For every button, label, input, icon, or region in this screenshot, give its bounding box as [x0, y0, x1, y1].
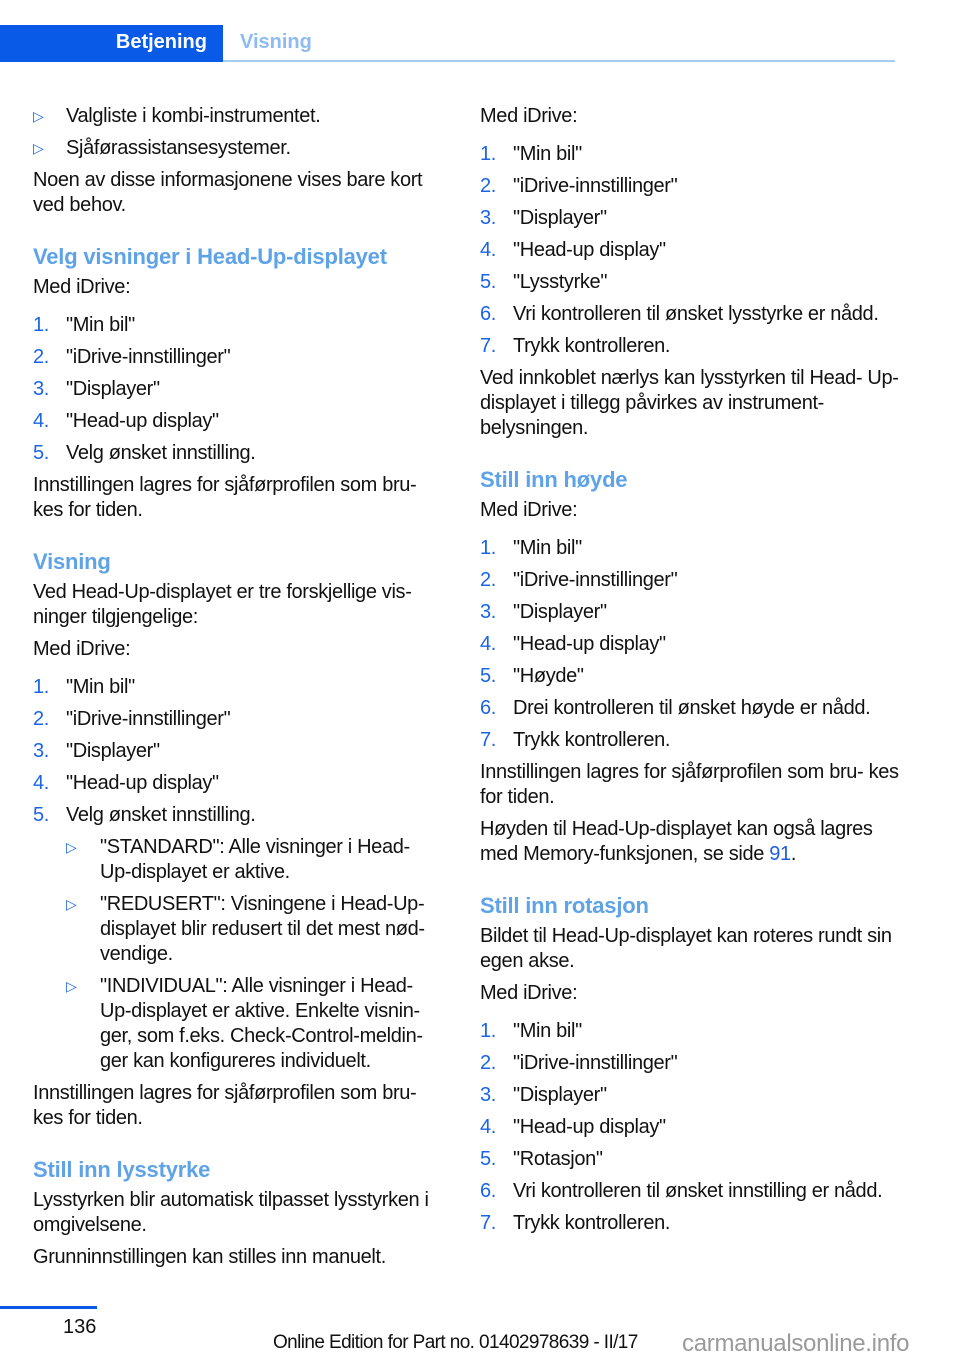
step-text: "Displayer"	[66, 378, 160, 400]
step-number: 1.	[33, 676, 49, 698]
step-number: 3.	[480, 1084, 496, 1106]
paragraph	[480, 104, 900, 129]
paragraph	[480, 817, 900, 867]
step-text: "Rotasjon"	[513, 1148, 603, 1170]
step-text: Trykk kontrolleren.	[513, 1212, 671, 1234]
paragraph-text: Ved Head-Up-displayet er tre forskjellige vis‐ ninger tilgjengelige:	[33, 581, 412, 628]
numbered-list	[480, 536, 900, 753]
watermark[interactable]: carmanualsonline.info	[682, 1330, 910, 1357]
paragraph	[33, 1188, 445, 1238]
section-heading: Velg visninger i Head-Up-displayet	[33, 244, 387, 269]
step-number: 5.	[33, 442, 49, 464]
triangle-bullet-icon: ▷	[33, 140, 44, 156]
paragraph	[480, 366, 900, 441]
numbered-list	[33, 675, 445, 1074]
paragraph	[33, 637, 445, 662]
tab-visning[interactable]: Visning	[240, 31, 312, 53]
step-text: Trykk kontrolleren.	[513, 335, 671, 357]
step-text: "Min bil"	[513, 537, 582, 559]
sub-bullet-text: "REDUSERT": Visningene i Head-Up- displayet blir redusert til det mest nød‐ vendige.	[100, 893, 425, 965]
step-number: 4.	[480, 239, 496, 261]
step-number: 7.	[480, 335, 496, 357]
step-number: 6.	[480, 697, 496, 719]
tab-betjening-label: Betjening	[115, 31, 207, 53]
section-heading: Still inn rotasjon	[480, 893, 649, 918]
step-text: "iDrive-innstillinger"	[66, 346, 231, 368]
section-heading: Visning	[33, 549, 111, 574]
paragraph	[33, 580, 445, 630]
paragraph-text: Med iDrive:	[480, 105, 578, 127]
paragraph	[480, 760, 900, 810]
paragraph-text: Innstillingen lagres for sjåførprofilen som bru‐ kes for tiden.	[33, 1082, 417, 1129]
step-text: "iDrive-innstillinger"	[513, 175, 678, 197]
paragraph	[33, 1081, 445, 1131]
step-number: 4.	[33, 410, 49, 432]
paragraph	[33, 1245, 445, 1270]
header-divider	[223, 60, 895, 62]
step-text: "Displayer"	[513, 601, 607, 623]
triangle-bullet-icon: ▷	[33, 108, 44, 124]
step-number: 5.	[480, 1148, 496, 1170]
paragraph-text: Innstillingen lagres for sjåførprofilen som bru‐ kes for tiden.	[480, 761, 899, 808]
tab-betjening[interactable]	[0, 25, 223, 62]
paragraph-text: Høyden til Head-Up-displayet kan også lagres med Memory-funksjonen, se side	[480, 818, 873, 865]
list-item	[480, 1179, 900, 1204]
list-item	[33, 707, 445, 732]
step-number: 1.	[33, 314, 49, 336]
list-item	[480, 600, 900, 625]
list-item	[480, 632, 900, 657]
paragraph-text: Bildet til Head-Up-displayet kan roteres rundt sin egen akse.	[480, 925, 892, 972]
sub-bullet-text: "STANDARD": Alle visninger i Head- Up-displayet er aktive.	[100, 836, 410, 883]
sub-bullet-item	[66, 835, 445, 885]
list-item	[480, 1147, 900, 1172]
triangle-bullet-icon: ▷	[66, 896, 77, 912]
step-text: "Min bil"	[513, 1020, 582, 1042]
list-item	[480, 1115, 900, 1140]
step-text: Velg ønsket innstilling.	[66, 442, 256, 464]
step-text: "Min bil"	[513, 143, 582, 165]
paragraph-text: Med iDrive:	[480, 982, 578, 1004]
paragraph	[33, 473, 445, 523]
step-text: "Head-up display"	[513, 239, 666, 261]
step-text: Drei kontrolleren til ønsket høyde er nådd.	[513, 697, 871, 719]
step-text: "Displayer"	[513, 207, 607, 229]
bullet-item	[33, 136, 445, 161]
step-text: "Høyde"	[513, 665, 584, 687]
step-text: Vri kontrolleren til ønsket lysstyrke er nådd.	[513, 303, 879, 325]
step-text: "Min bil"	[66, 676, 135, 698]
step-number: 3.	[480, 601, 496, 623]
list-item	[33, 675, 445, 700]
list-item	[480, 1051, 900, 1076]
sub-list	[66, 835, 445, 1074]
list-item	[480, 728, 900, 753]
step-number: 7.	[480, 1212, 496, 1234]
step-text: "Head-up display"	[66, 410, 219, 432]
step-number: 7.	[480, 729, 496, 751]
paragraph	[480, 498, 900, 523]
sub-bullet-item	[66, 892, 445, 967]
list-item	[33, 771, 445, 796]
paragraph-text: Innstillingen lagres for sjåførprofilen som bru‐ kes for tiden.	[33, 474, 417, 521]
sub-bullet-text: "INDIVIDUAL": Alle visninger i Head- Up-displayet er aktive. Enkelte visnin‐ ger, som f.eks. Check-Control-meldin‐ ger kan konfigureres individuelt.	[100, 975, 423, 1072]
list-item	[480, 206, 900, 231]
list-item	[480, 334, 900, 359]
step-number: 5.	[33, 804, 49, 826]
list-item	[480, 1083, 900, 1108]
step-number: 1.	[480, 537, 496, 559]
paragraph-text: Grunninnstillingen kan stilles inn manuelt.	[33, 1246, 386, 1268]
paragraph	[33, 275, 445, 300]
step-number: 5.	[480, 271, 496, 293]
step-number: 2.	[33, 346, 49, 368]
paragraph	[33, 168, 445, 218]
list-item	[33, 377, 445, 402]
step-text: "Displayer"	[513, 1084, 607, 1106]
paragraph-text: Med iDrive:	[33, 638, 131, 660]
step-number: 3.	[480, 207, 496, 229]
list-item	[480, 536, 900, 561]
step-text: "iDrive-innstillinger"	[513, 1052, 678, 1074]
step-number: 2.	[33, 708, 49, 730]
step-text: Vri kontrolleren til ønsket innstilling er nådd.	[513, 1180, 883, 1202]
step-number: 3.	[33, 378, 49, 400]
list-item	[480, 696, 900, 721]
step-text: Velg ønsket innstilling.	[66, 804, 256, 826]
step-text: "iDrive-innstillinger"	[513, 569, 678, 591]
paragraph-text: Med iDrive:	[480, 499, 578, 521]
left-column	[33, 104, 445, 1270]
right-column	[480, 104, 900, 1236]
step-text: "Head-up display"	[66, 772, 219, 794]
page-number: 136	[63, 1316, 97, 1338]
page-link[interactable]: 91	[769, 843, 791, 865]
list-item	[480, 238, 900, 263]
step-number: 3.	[33, 740, 49, 762]
step-number: 4.	[33, 772, 49, 794]
list-item	[480, 142, 900, 167]
step-text: "Head-up display"	[513, 1116, 666, 1138]
step-text: "Displayer"	[66, 740, 160, 762]
step-number: 1.	[480, 143, 496, 165]
section-heading: Still inn lysstyrke	[33, 1157, 211, 1182]
step-number: 4.	[480, 1116, 496, 1138]
list-item	[33, 345, 445, 370]
step-text: "Min bil"	[66, 314, 135, 336]
list-item	[33, 441, 445, 466]
step-text: Trykk kontrolleren.	[513, 729, 671, 751]
numbered-list	[33, 313, 445, 466]
list-item	[480, 568, 900, 593]
paragraph-text-end: .	[790, 843, 797, 865]
numbered-list	[480, 142, 900, 359]
list-item	[480, 174, 900, 199]
list-item	[33, 803, 445, 1074]
list-item	[480, 1019, 900, 1044]
bullet-item	[33, 104, 445, 129]
step-text: "Head-up display"	[513, 633, 666, 655]
step-number: 2.	[480, 569, 496, 591]
step-text: "iDrive-innstillinger"	[66, 708, 231, 730]
list-item	[480, 270, 900, 295]
paragraph-text: Med iDrive:	[33, 276, 131, 298]
section-heading: Still inn høyde	[480, 467, 628, 492]
bullet-text: Valgliste i kombi-instrumentet.	[66, 105, 321, 127]
paragraph-text: Noen av disse informasjonene vises bare kort ved behov.	[33, 169, 423, 216]
step-number: 1.	[480, 1020, 496, 1042]
edition-info: Online Edition for Part no. 01402978639 - II/17	[273, 1332, 638, 1353]
sub-bullet-item	[66, 974, 445, 1074]
bullet-text: Sjåførassistansesystemer.	[66, 137, 291, 159]
numbered-list	[480, 1019, 900, 1236]
list-item	[33, 313, 445, 338]
paragraph	[480, 981, 900, 1006]
triangle-bullet-icon: ▷	[66, 978, 77, 994]
step-number: 5.	[480, 665, 496, 687]
triangle-bullet-icon: ▷	[66, 839, 77, 855]
list-item	[480, 302, 900, 327]
step-text: "Lysstyrke"	[513, 271, 608, 293]
footer-divider	[0, 1306, 97, 1309]
paragraph	[480, 924, 900, 974]
step-number: 6.	[480, 1180, 496, 1202]
paragraph-text: Ved innkoblet nærlys kan lysstyrken til Head- Up-displayet i tillegg påvirkes av instrument‐ belysningen.	[480, 367, 899, 439]
step-number: 2.	[480, 1052, 496, 1074]
step-number: 4.	[480, 633, 496, 655]
list-item	[480, 1211, 900, 1236]
step-number: 2.	[480, 175, 496, 197]
list-item	[33, 409, 445, 434]
list-item	[33, 739, 445, 764]
paragraph-text: Lysstyrken blir automatisk tilpasset lysstyrken i omgivelsene.	[33, 1189, 429, 1236]
list-item	[480, 664, 900, 689]
step-number: 6.	[480, 303, 496, 325]
